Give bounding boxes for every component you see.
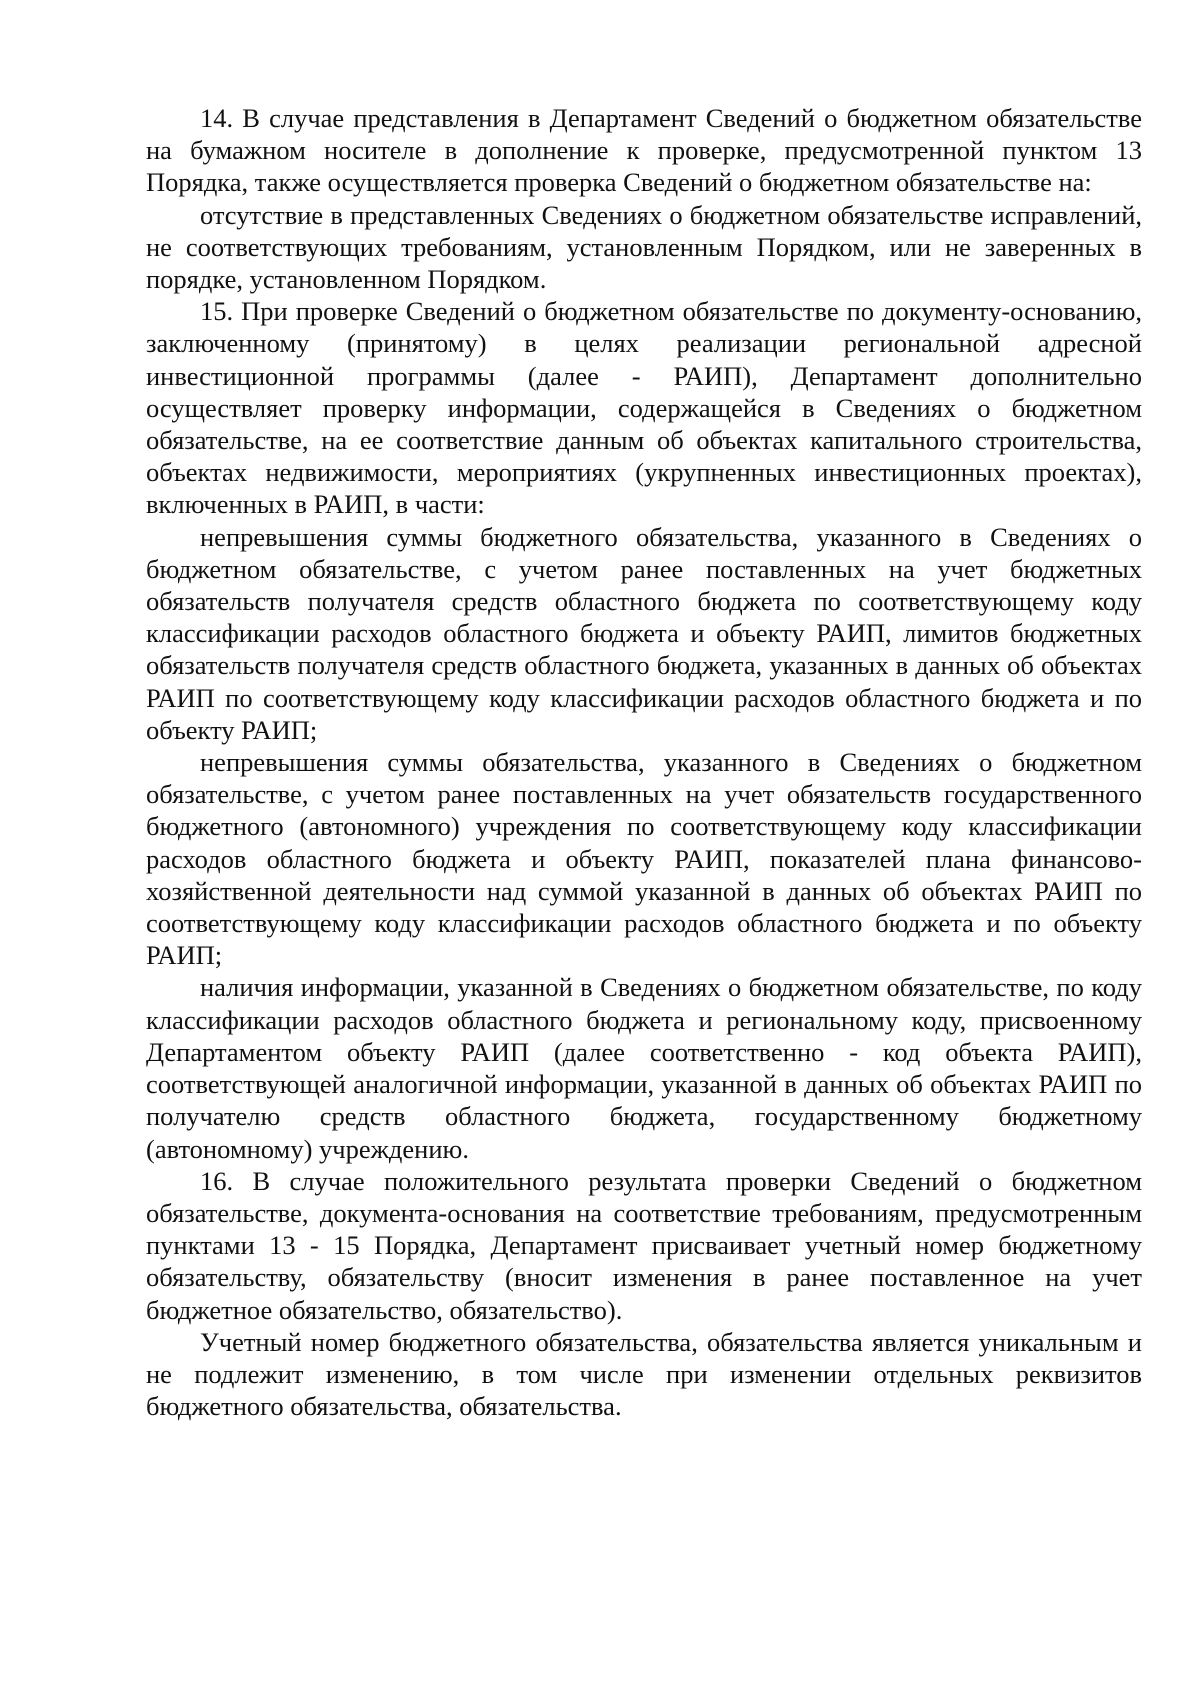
paragraph-check-budget-obligation-sum: непревышения суммы бюджетного обязательства, указанного в Сведениях о бюджетном обязательстве, с учетом ранее поставленных на учет бюджетных обязательств получателя средств областного бюджета по соответствующему коду классификации расходов областного бюджета и объекту РАИП, лимитов бюджетных обязательств получателя средств областного бюджета, указанных в данных об объектах РАИП по соответствующему коду классификации расходов областного бюджета и по объекту РАИП;: [146, 521, 1142, 745]
paragraph-account-number: Учетный номер бюджетного обязательства, обязательства является уникальным и не подлежит изменению, в том числе при изменении отдельных реквизитов бюджетного обязательства, обязательства.: [146, 1326, 1142, 1422]
paragraph-item-16: 16. В случае положительного результата проверки Сведений о бюджетном обязательстве, документа-основания на соответствие требованиям, предусмотренным пунктами 13 - 15 Порядка, Департамент присваивает учетный номер бюджетному обязательству, обязательству (вносит изменения в ранее поставленное на учет бюджетное обязательство, обязательство).: [146, 1165, 1142, 1325]
paragraph-check-information: наличия информации, указанной в Сведениях о бюджетном обязательстве, по коду классификации расходов областного бюджета и региональному коду, присвоенному Департаментом объекту РАИП (далее соответственно - код объекта РАИП), соответствующей аналогичной информации, указанной в данных об объектах РАИП по получателю средств областного бюджета, государственному бюджетному (автономному) учреждению.: [146, 972, 1142, 1164]
paragraph-item-15: 15. При проверке Сведений о бюджетном обязательстве по документу-основанию, заключенному (принятому) в целях реализации региональной адресной инвестиционной программы (далее - РАИП), Департамент дополнительно осуществляет проверку информации, содержащейся в Сведениях о бюджетном обязательстве, на ее соответствие данным об объектах капитального строительства, объектах недвижимости, мероприятиях (укрупненных инвестиционных проектах), включенных в РАИП, в части:: [146, 296, 1142, 520]
document-body: [146, 102, 1142, 1422]
paragraph-check-corrections: отсутствие в представленных Сведениях о бюджетном обязательстве исправлений, не соответствующих требованиям, установленным Порядком, или не заверенных в порядке, установленном Порядком.: [146, 199, 1142, 295]
paragraph-check-obligation-sum: непревышения суммы обязательства, указанного в Сведениях о бюджетном обязательстве, с учетом ранее поставленных на учет обязательств государственного бюджетного (автономного) учреждения по соответствующему коду классификации расходов областного бюджета и объекту РАИП, показателей плана финансово-хозяйственной деятельности над суммой указанной в данных об объектах РАИП по соответствующему коду классификации расходов областного бюджета и по объекту РАИП;: [146, 747, 1142, 971]
paragraph-item-14: 14. В случае представления в Департамент Сведений о бюджетном обязательстве на бумажном носителе в дополнение к проверке, предусмотренной пунктом 13 Порядка, также осуществляется проверка Сведений о бюджетном обязательстве на:: [146, 103, 1142, 198]
